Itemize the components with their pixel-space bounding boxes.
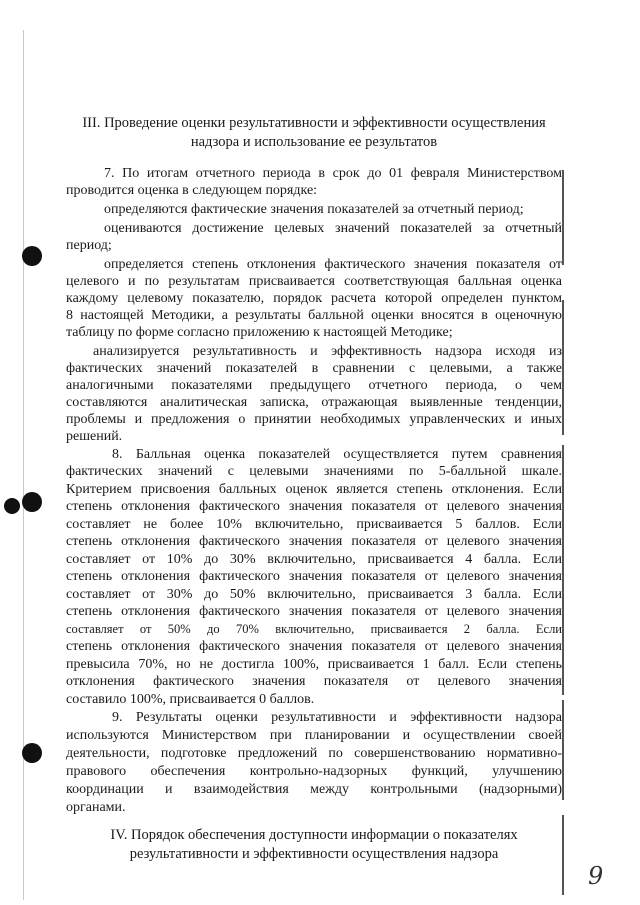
text-line: отклонения фактического значения показателя от целевого значения	[66, 674, 562, 689]
text-line: аналогичными показателями предыдущего отчетного периода, о чем	[66, 378, 562, 393]
text-line: деятельности, подготовке предложений по совершенствованию нормативно-	[66, 746, 562, 761]
text-line: превысила 70%, но не достигла 100%, присваивается 1 балл. Если степень	[66, 657, 562, 672]
text-line: степень отклонения фактического значения показателя от целевого значения	[66, 499, 562, 514]
text-line: фактических значений показателей в сравнении с целевыми, а также	[66, 361, 562, 376]
text-line: определяется степень отклонения фактического значения показателя от	[104, 257, 562, 272]
scan-right-edge	[562, 300, 564, 435]
text-line: период;	[66, 238, 112, 253]
section-3-heading-line-2: надзора и использование ее результатов	[190, 134, 438, 150]
punch-hole	[22, 246, 42, 266]
section-4-heading-line-2: результативности и эффективности осуществления надзора	[129, 846, 499, 862]
text-line: степень отклонения фактического значения показателя от целевого значения	[66, 639, 562, 654]
text-line: степень отклонения фактического значения показателя от целевого значения	[66, 569, 562, 584]
text-line: проблемы и предложения о принятии необходимых управленческих и иных	[66, 412, 562, 427]
text-line: степень отклонения фактического значения показателя от целевого значения	[66, 534, 562, 549]
text-line: координации и взаимодействия между контрольными (надзорными)	[66, 782, 562, 797]
text-line: составляет от 30% до 50% включительно, присваивается 3 балла. Если	[66, 587, 562, 602]
punch-hole	[4, 498, 20, 514]
text-line: Критерием присвоения балльных оценок является степень отклонения. Если	[66, 482, 562, 497]
scan-right-edge	[562, 815, 564, 895]
text-line: оцениваются достижение целевых значений показателей за отчетный	[104, 221, 562, 236]
text-line: таблицу по форме согласно приложению к настоящей Методике;	[66, 325, 453, 340]
scan-edge-line	[23, 30, 24, 900]
text-line: решений.	[66, 429, 123, 444]
text-line: органами.	[66, 800, 126, 815]
text-line: определяются фактические значения показателей за отчетный период;	[104, 202, 524, 217]
text-line: степень отклонения фактического значения показателя от целевого значения	[66, 604, 562, 619]
text-line: 7. По итогам отчетного периода в срок до 01 февраля Министерством	[104, 166, 562, 181]
text-line: 8. Балльная оценка показателей осуществляется путем сравнения	[112, 447, 562, 462]
text-line: каждому целевому показателю, порядок расчета которой определен пунктом	[66, 291, 562, 306]
text-line: составляет от 10% до 30% включительно, присваивается 4 балла. Если	[66, 552, 562, 567]
text-line: составляет не более 10% включительно, присваивается 5 баллов. Если	[66, 517, 562, 532]
text-line: 8 настоящей Методики, а результаты балльной оценки вносятся в оценочную	[66, 308, 562, 323]
text-line: используются Министерством при планировании и осуществлении своей	[66, 728, 562, 743]
text-line: составляются аналитическая записка, отражающая выявленные тенденции,	[66, 395, 562, 410]
scan-right-edge	[562, 700, 564, 800]
text-line: составило 100%, присваивается 0 баллов.	[66, 692, 315, 707]
scan-right-edge	[562, 445, 564, 695]
text-line: составляет от 50% до 70% включительно, присваивается 2 балла. Если	[66, 622, 562, 636]
text-line: проводится оценка в следующем порядке:	[66, 183, 318, 198]
text-line: правового обеспечения контрольно-надзорных функций, улучшению	[66, 764, 562, 779]
text-line: анализируется результативность и эффективность надзора исходя из	[93, 344, 562, 359]
punch-hole	[22, 492, 42, 512]
text-line: фактических значений с целевыми значениями по 5-балльной шкале.	[66, 464, 562, 479]
section-4-heading	[66, 826, 562, 864]
text-line: 9. Результаты оценки результативности и эффективности надзора	[112, 710, 562, 725]
scan-right-edge	[562, 170, 564, 265]
text-line: целевого и по результатам присваивается соответствующая балльная оценка	[66, 274, 562, 289]
punch-hole	[22, 743, 42, 763]
section-4-heading-line-1: IV. Порядок обеспечения доступности информации о показателях	[110, 827, 518, 843]
section-3-heading-line-1: III. Проведение оценки результативности и эффективности осуществления	[82, 115, 546, 131]
section-3-heading	[66, 114, 562, 152]
page-number: 9	[588, 862, 604, 890]
